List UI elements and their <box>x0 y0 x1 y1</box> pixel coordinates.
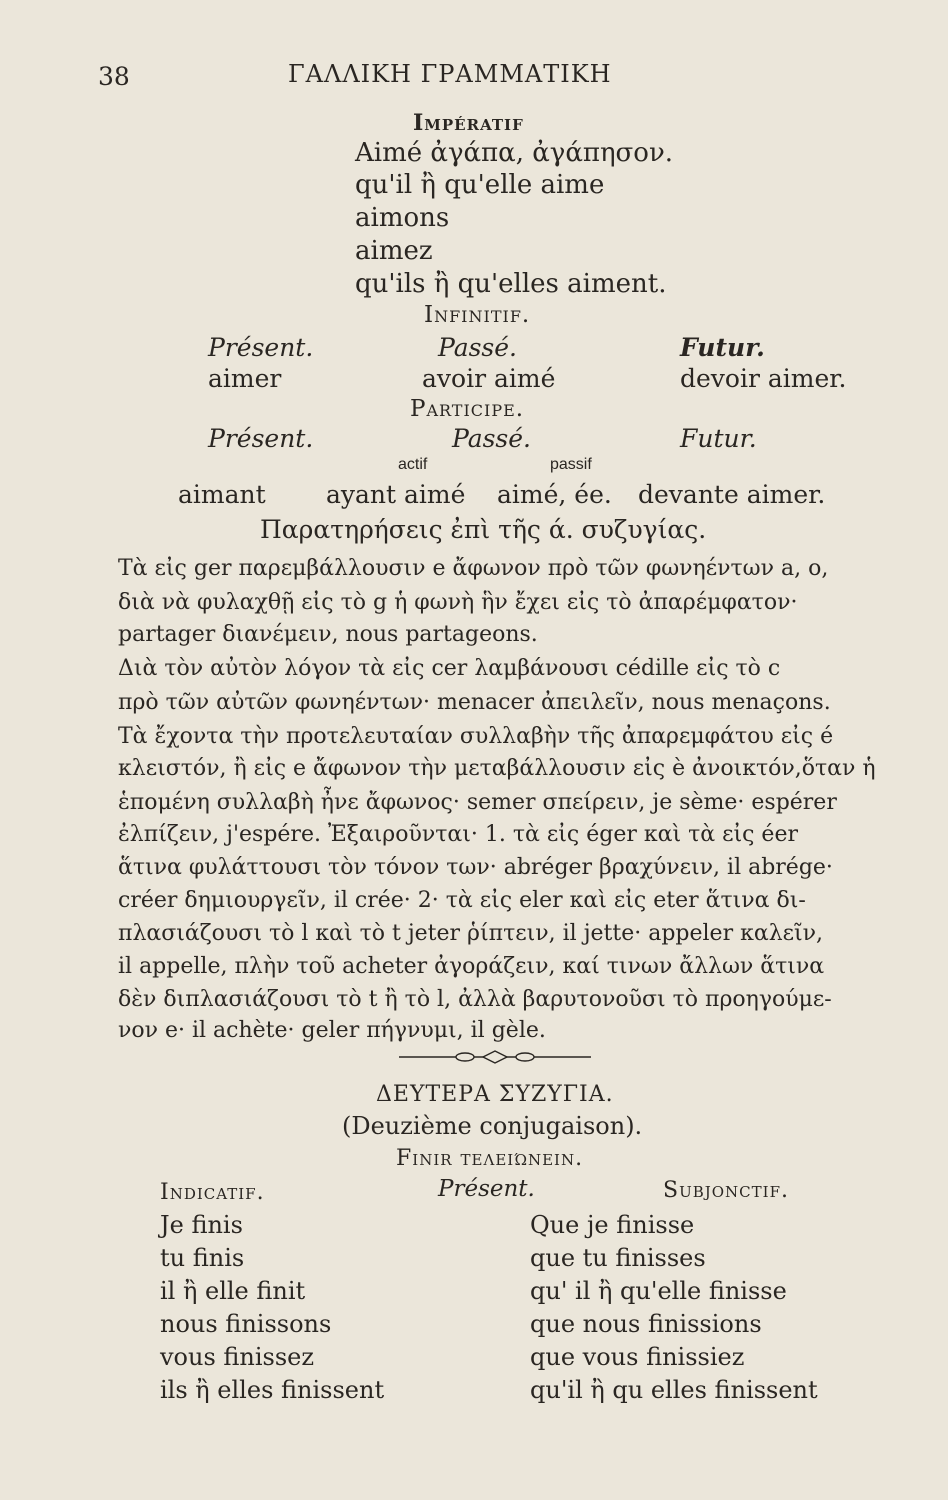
running-title: ΓΑΛΛΙΚΗ ΓΡΑΜΜΑΤΙΚΗ <box>288 60 612 88</box>
subjonctif-row: qu' il ἢ qu'elle finisse <box>530 1277 787 1305</box>
participe-heading: Participe. <box>410 396 525 422</box>
imperatif-line-4: aimez <box>355 236 433 266</box>
infinitif-passe-label: Passé. <box>438 333 518 362</box>
indicatif-row: nous finissons <box>160 1310 332 1338</box>
subjonctif-row: que nous finissions <box>530 1310 762 1338</box>
subjonctif-row: que tu finisses <box>530 1244 706 1272</box>
imperatif-line-3: aimons <box>355 203 450 233</box>
participe-actif-label: actif <box>398 456 428 473</box>
imperatif-heading: Impératif <box>413 110 524 136</box>
section-subtitle: (Deuzième conjugaison). <box>342 1112 643 1140</box>
observation-line: ἅτινα φυλάττουσι τὸν τόνον των· abréger βραχύνειν, il abrége· <box>118 855 833 880</box>
subjonctif-row: qu'il ἢ qu elles finissent <box>530 1376 818 1404</box>
observation-line: ἐλπίζειν, j'espére. Ἐξαιροῦνται· 1. τὰ εἰς éger καὶ τὰ εἰς éer <box>118 822 798 847</box>
observation-line: Τὰ εἰς ger παρεμβάλλουσιν e ἄφωνον πρὸ τῶν φωνηέντων a, o, <box>118 556 829 581</box>
participe-futur-label: Futur. <box>680 424 757 453</box>
participe-futur-value: devante aimer. <box>638 480 826 509</box>
observations-heading: Παρατηρήσεις ἐπὶ τῆς ά. συζυγίας. <box>260 515 707 544</box>
observation-line: διὰ νὰ φυλαχθῇ εἰς τὸ g ἡ φωνὴ ἣν ἔχει εἰς τὸ ἀπαρέμφατον· <box>118 590 798 615</box>
subjonctif-label: Subjonctif. <box>663 1178 789 1203</box>
observation-line: κλειστόν, ἢ εἰς e ἄφωνον τὴν μεταβάλλουσιν εἰς è ἀνοικτόν,ὅταν ἡ <box>118 756 876 781</box>
observation-line: πρὸ τῶν αὐτῶν φωνηέντων· menacer ἀπειλεῖν, nous menaçons. <box>118 690 831 715</box>
indicatif-row: ils ἢ elles finissent <box>160 1376 385 1404</box>
observation-line: partager διανέμειν, nous partageons. <box>118 622 538 647</box>
observation-line: πλασιάζουσι τὸ l καὶ τὸ t jeter ῥίπτειν, il jette· appeler καλεῖν, <box>118 921 824 946</box>
present-label: Présent. <box>438 1176 535 1202</box>
infinitif-futur-value: devoir aimer. <box>680 364 847 393</box>
observation-line: Τὰ ἔχοντα τὴν προτελευταίαν συλλαβὴν τῆς ἀπαρεμφάτου εἰς é <box>118 724 834 749</box>
participe-present-label: Présent. <box>208 424 314 453</box>
observation-line: δὲν διπλασιάζουσι τὸ t ἢ τὸ l, ἀλλὰ βαρυτονοῦσι τὸ προηγούμε- <box>118 987 832 1012</box>
subjonctif-row: Que je finisse <box>530 1211 695 1239</box>
ornament-divider <box>395 1050 595 1064</box>
indicatif-row: il ἢ elle finit <box>160 1277 306 1305</box>
indicatif-row: Je finis <box>160 1211 243 1239</box>
infinitif-passe-value: avoir aimé <box>422 364 556 393</box>
infinitif-heading: Infinitif. <box>424 302 531 328</box>
participe-passe-actif-value: ayant aimé <box>326 480 466 509</box>
indicatif-label: Indicatif. <box>160 1180 265 1205</box>
infinitif-present-value: aimer <box>208 364 282 393</box>
section-title: ΔΕΥΤΕΡΑ ΣΥΖΥΓΙΑ. <box>376 1082 614 1107</box>
indicatif-row: tu finis <box>160 1244 245 1272</box>
subjonctif-row: que vous finissiez <box>530 1343 745 1371</box>
verb-heading: Finir τελειώνειν. <box>396 1146 584 1171</box>
infinitif-present-label: Présent. <box>208 333 314 362</box>
imperatif-line-2: qu'il ἢ qu'elle aime <box>355 170 605 200</box>
indicatif-row: vous finissez <box>160 1343 315 1371</box>
participe-present-value: aimant <box>178 480 266 509</box>
imperatif-line-1: Aimé ἀγάπα, ἀγάπησον. <box>355 138 674 168</box>
observation-line: ἑπομένη συλλαβὴ ἦνε ἄφωνος· semer σπείρειν, je sème· espérer <box>118 790 837 815</box>
observation-line: νον e· il achète· geler πήγνυμι, il gèle. <box>118 1018 546 1043</box>
imperatif-line-5: qu'ils ἢ qu'elles aiment. <box>355 269 667 299</box>
infinitif-futur-label: Futur. <box>680 333 765 362</box>
observation-line: il appelle, πλὴν τοῦ acheter ἀγοράζειν, καί τινων ἄλλων ἅτινα <box>118 954 825 979</box>
participe-passe-label: Passé. <box>452 424 532 453</box>
observation-line: créer δημιουργεῖν, il crée· 2· τὰ εἰς eler καὶ εἰς eter ἅτινα δι- <box>118 888 806 913</box>
participe-passe-passif-value: aimé, ée. <box>497 480 612 509</box>
page-number: 38 <box>98 62 130 91</box>
observation-line: Διὰ τὸν αὐτὸν λόγον τὰ εἰς cer λαμβάνουσι cédille εἰς τὸ c <box>118 656 781 681</box>
participe-passif-label: passif <box>550 456 592 473</box>
